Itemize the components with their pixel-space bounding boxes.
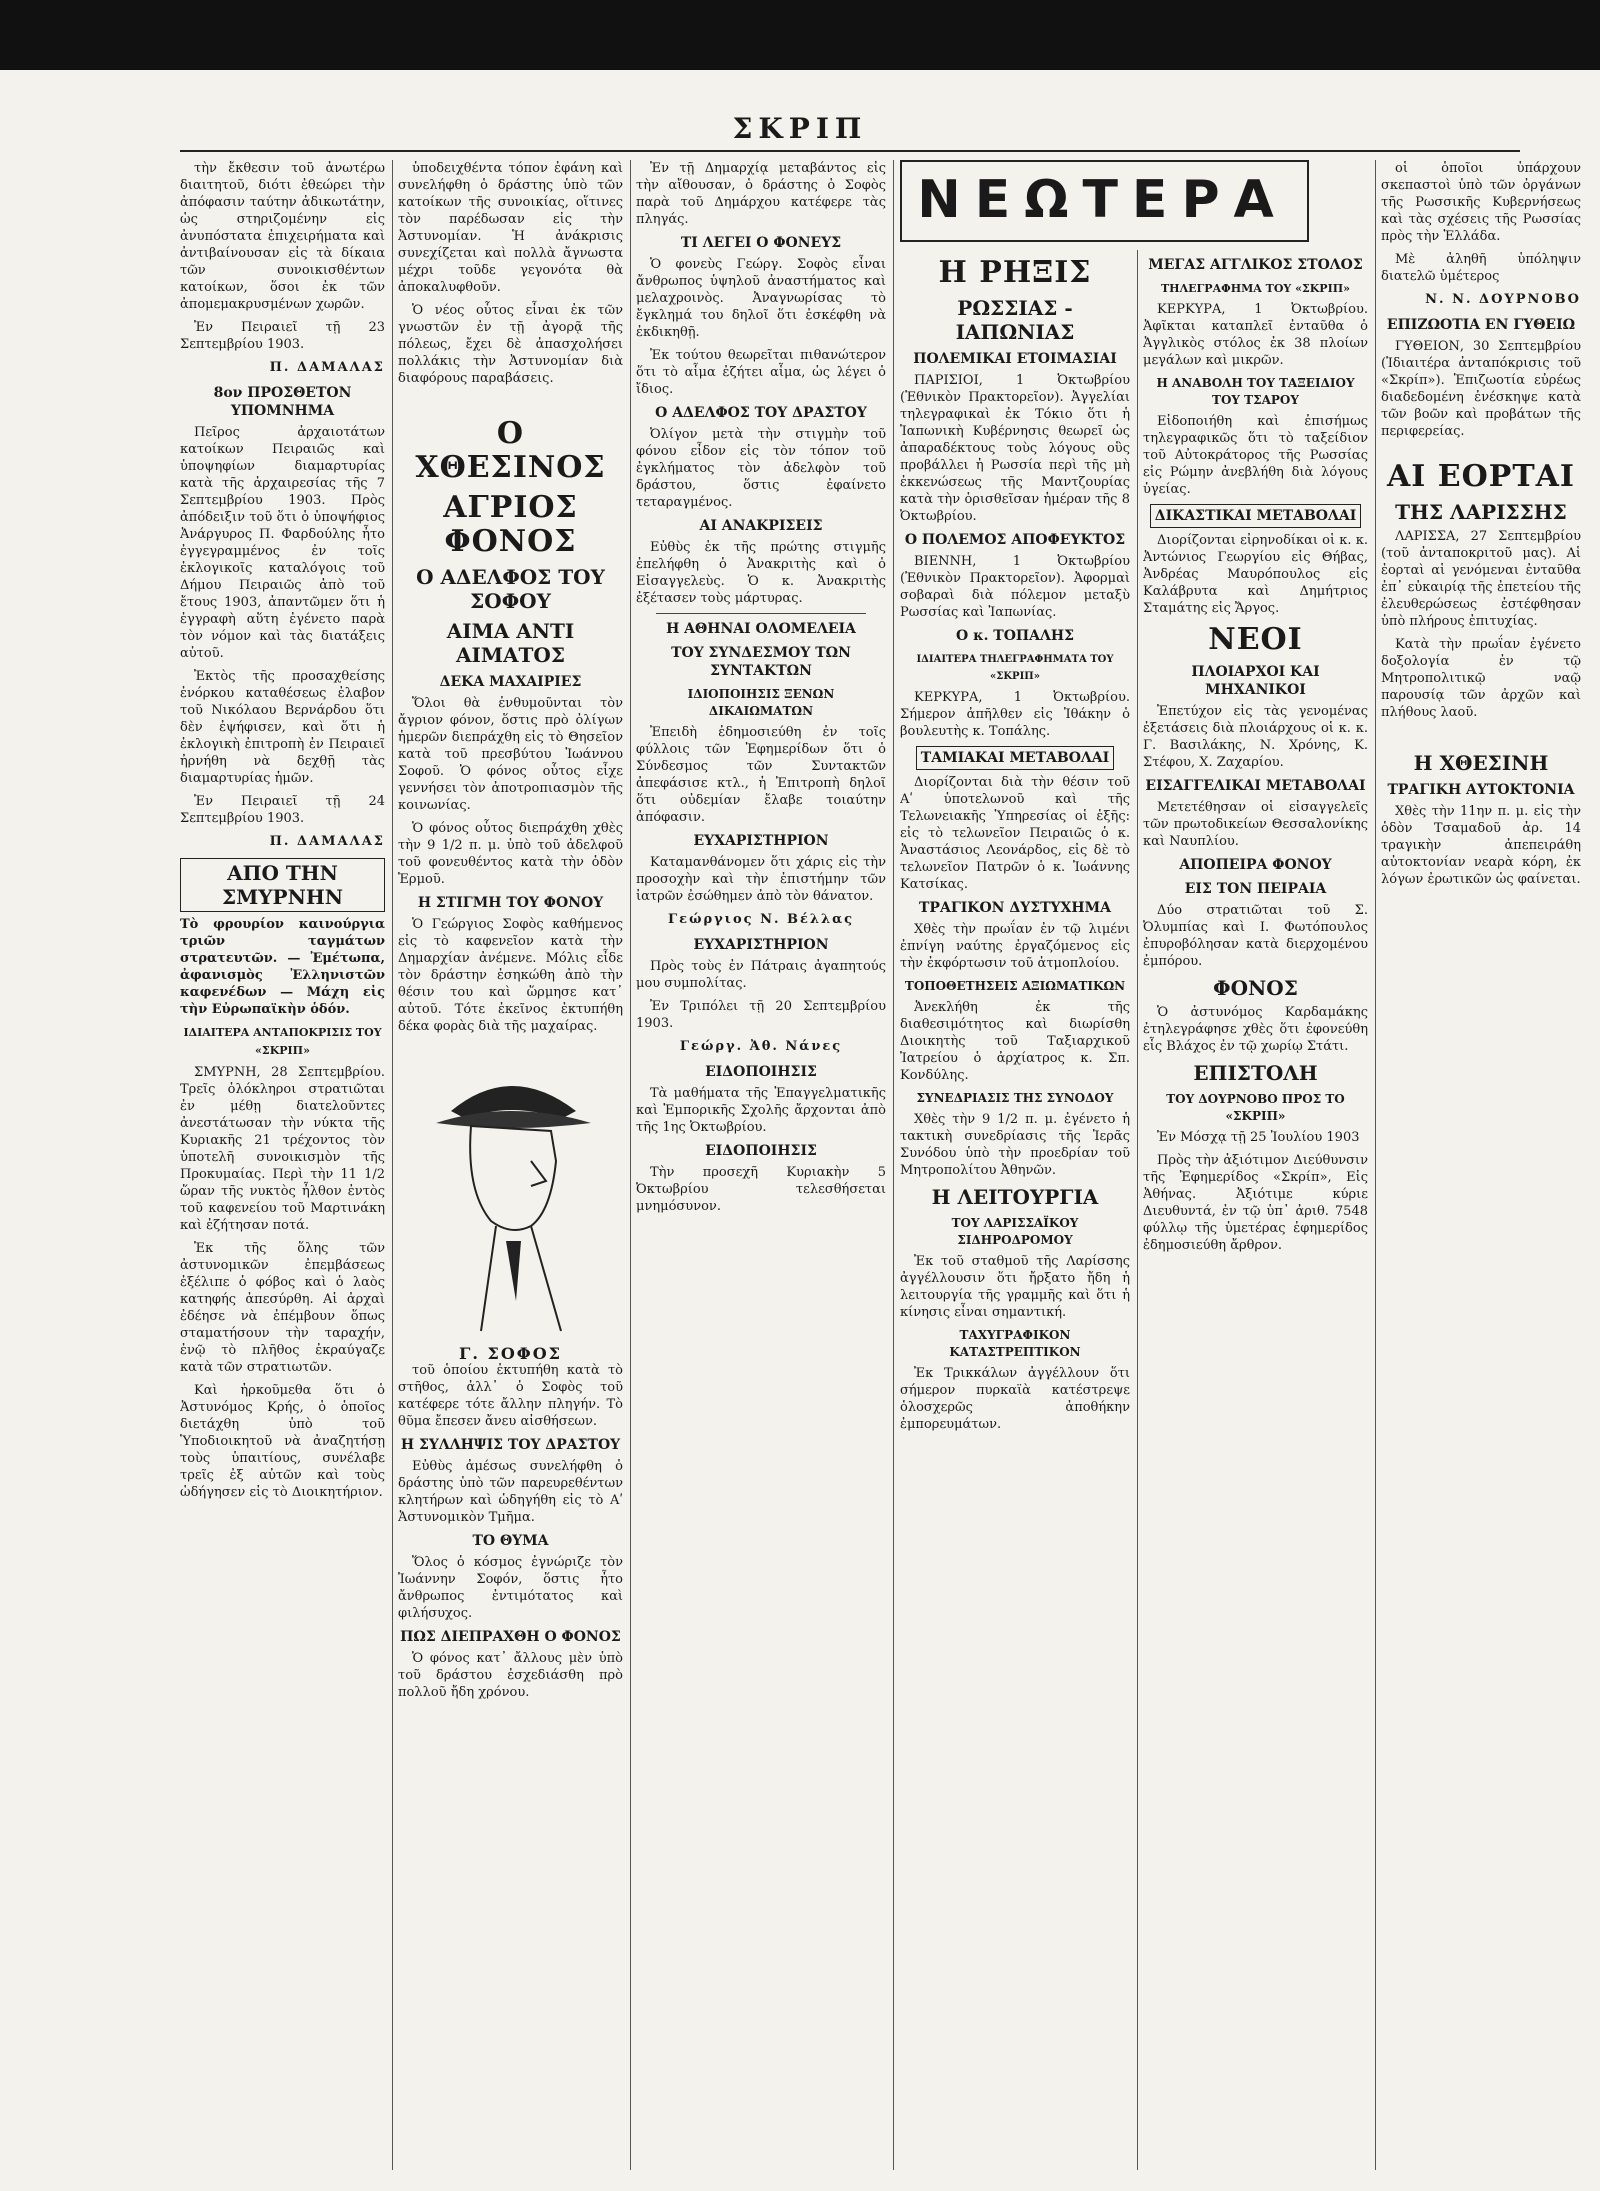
headline: Η ΑΘΗΝΑΙ ΟΛΟΜΕΛΕΙΑ [666, 621, 856, 637]
article-text: Πρὸς τοὺς ἐν Πάτραις ἀγαπητούς μου συμπολίτας. [636, 959, 886, 991]
article-text: Τὰ μαθήματα τῆς Ἐπαγγελματικῆς καὶ Ἐμπορικῆς Σχολῆς ἄρχονται ἀπὸ τῆς 1ης Ὀκτωβρίου. [636, 1086, 886, 1135]
subheadline: ΤΑΜΙΑΚΑΙ ΜΕΤΑΒΟΛΑΙ [916, 746, 1114, 770]
column-2 [398, 160, 623, 2170]
article-text: Εἰδοποιήθη καὶ ἐπισήμως τηλεγραφικῶς ὅτι τὸ ταξείδιον τοῦ Αὐτοκράτορος τῆς Ρωσσίας εἰς Ρώμην ἀνεβλήθη διὰ λόγους ὑγείας. [1143, 414, 1368, 497]
headline: ΕΥΧΑΡΙΣΤΗΡΙΟΝ [693, 833, 829, 849]
headline: ΕΠΙΖΩΟΤΙΑ ΕΝ ΓΥΘΕΙΩ [1386, 317, 1576, 333]
article-text: Ἐπετύχον εἰς τὰς γενομένας ἐξετάσεις διὰ πλοιάρχους οἱ κ. κ. Γ. Βασιλάκης, Ν. Χρόνης, Κ. Στέφου, Χ. Ζαχαρίου. [1143, 704, 1368, 770]
article-text: Ὅλοι θὰ ἐνθυμοῦνται τὸν ἄγριον φόνον, ὅστις πρὸ ὀλίγων ἡμερῶν διεπράχθη εἰς τὸ Θησεῖον κατὰ τοῦ πρεσβύτου Ἰωάννου Σοφοῦ. Ὁ φόνος οὗτος εἶχε γεννήσει τὸν ἀποτροπιασμὸν τῆς κοινωνίας. [398, 696, 623, 813]
article-text: ΛΑΡΙΣΣΑ, 27 Σεπτεμβρίου (τοῦ ἀνταποκριτοῦ μας). Αἱ ἐορταὶ αἱ γενόμεναι ἐνταῦθα ἐπ᾽ εὐκαιρίᾳ τῆς ἐπετείου τῆς ἐλευθερώσεως ἐστέφθησαν ὑπὸ πλήρους ἐπιτυχίας. [1381, 529, 1581, 629]
signature: Π. ΔΑΜΑΛΑΣ [269, 360, 385, 375]
article-text: Δύο στρατιῶται τοῦ Σ. Ὀλυμπίας καὶ Ι. Φωτόπουλος ἐπυροβόλησαν κατὰ διερχομένου ἐμπόρου. [1143, 903, 1368, 969]
headline: Ο ΧΘΕΣΙΝΟΣ [415, 416, 606, 485]
article-text: Τὴν προσεχῆ Κυριακὴν 5 Ὀκτωβρίου τελεσθήσεται μνημόσυνον. [636, 1165, 886, 1214]
masthead-title: ΣΚΡΙΠ [732, 112, 868, 145]
article-text: Καὶ ἠρκοῦμεθα ὅτι ὁ Ἀστυνόμος Κρής, ὁ ὁποῖος διετάχθη ὑπὸ τοῦ Ὑποδιοικητοῦ νὰ ἀναζητήσῃ τοὺς ὑπαιτίους, συνέλαβε τρεῖς ἐξ αὐτῶν καὶ τοὺς ὡδήγησεν εἰς τὸ Διοικητήριον. [180, 1383, 385, 1500]
article-text: Ἐν τῇ Δημαρχίᾳ μεταβάντος εἰς τὴν αἴθουσαν, ὁ δράστης ὁ Σοφὸς παρὰ τοῦ Δημάρχου κατέφερε τὰς πληγάς. [636, 161, 886, 227]
headline: ΕΥΧΑΡΙΣΤΗΡΙΟΝ [693, 937, 829, 953]
article-text: Χθὲς τὴν 11ην π. μ. εἰς τὴν ὁδὸν Τσαμαδοῦ ἀρ. 14 τραγικὴν ἀπεπειράθη αὐτοκτονίαν νεαρὰ κόρη, ἐκ λόγων ἐρωτικῶν ὡς φαίνεται. [1381, 804, 1581, 887]
subheadline: Ο ΠΟΛΕΜΟΣ ΑΠΟΦΕΥΚΤΟΣ [904, 532, 1126, 548]
headline: ΤΙ ΛΕΓΕΙ Ο ΦΟΝΕΥΣ [680, 235, 842, 251]
headline: ΦΟΝΟΣ [1213, 976, 1298, 1000]
subheadline: ΠΩΣ ΔΙΕΠΡΑΧΘΗ Ο ΦΟΝΟΣ [400, 1629, 621, 1645]
headline: Ο ΑΔΕΛΦΟΣ ΤΟΥ ΣΟΦΟΥ [416, 565, 605, 613]
article-text: Πεῖρος ἀρχαιοτάτων κατοίκων Πειραιῶς καὶ ὑποψηφίων διαμαρτυρίας κατὰ τῆς ἀρχαιρεσίας τῆς 7 Σεπτεμβρίου 1903. Πρὸς ἀπόδειξιν τοῦ ὅτι ὁ ὑποψήφιος Ἀνάργυρος Π. Φαρδούλης ἦτο ἐγγεγραμμένος ἐν τοῖς ἐκλογικοῖς καταλόγοις τοῦ Δήμου Πειραιῶς ἀπὸ τοῦ ἔτους 1903, ἀπαντῶμεν ὅτι ἡ ἐγγραφὴ αὕτη ἐγένετο παρὰ τὸν νόμον καὶ τὰς διατάξεις αὐτοῦ. [180, 425, 385, 661]
article-text: Ὁ φόνος οὗτος διεπράχθη χθὲς τὴν 9 1/2 π. μ. ὑπὸ τοῦ ἀδελφοῦ τοῦ φονευθέντος κατὰ τὴν ὁδὸν Ἑρμοῦ. [398, 821, 623, 887]
subheadline: ΠΟΛΕΜΙΚΑΙ ΕΤΟΙΜΑΣΙΑΙ [913, 351, 1117, 367]
subheadline: ΙΔΙΟΠΟΙΗΣΙΣ ΞΕΝΩΝ ΔΙΚΑΙΩΜΑΤΩΝ [687, 687, 835, 718]
article-text: τοῦ ὁποίου ἐκτυπήθη κατὰ τὸ στῆθος, ἀλλ᾽ ὁ Σοφὸς τοῦ κατέφερε τότε ἄλλην πληγήν. Τὸ θῦμα ἔπεσεν ἄνευ αἰσθήσεων. [398, 1363, 623, 1429]
article-text: Κατὰ τὴν πρωΐαν ἐγένετο δοξολογία ἐν τῷ Μητροπολιτικῷ ναῷ παρουσίᾳ τῶν ἀρχῶν καὶ πλήθους λαοῦ. [1381, 637, 1581, 720]
headline: Η ΡΗΞΙΣ [938, 255, 1092, 290]
headline: ΝΕΟΙ [1208, 622, 1303, 657]
portrait-illustration [411, 1041, 611, 1341]
headline: ΜΕΓΑΣ ΑΓΓΛΙΚΟΣ ΣΤΟΛΟΣ [1148, 257, 1363, 273]
article-text: ΣΜΥΡΝΗ, 28 Σεπτεμβρίου. Τρεῖς ὁλόκληροι στρατιῶται ἐν μέθῃ διατελοῦντες ἀνεστάτωσαν τὴν νύκτα τῆς Κυριακῆς 21 τρέχοντος τὸν ὑποτελῆ συνοικισμὸν τῆς Προκυμαίας. Περὶ τὴν 11 1/2 ὥραν τῆς νυκτὸς ἦλθον ἐντὸς τοῦ καφενείου τοῦ Μαρτινάκη καὶ ἐζήτησαν ποτά. [180, 1065, 385, 1233]
headline: ΤΟΥ ΣΥΝΔΕΣΜΟΥ ΤΩΝ ΣΥΝΤΑΚΤΩΝ [671, 645, 851, 679]
headline: ΑΓΡΙΟΣ ΦΟΝΟΣ [443, 490, 578, 559]
article-text: Ἐκτὸς τῆς προσαχθείσης ἐνόρκου καταθέσεως ἐλαβον τοῦ Νικόλαου Βερνάρδου ὅτι δὲν ἐψήφισεν, καὶ ὅτι ἡ ἐκλογικὴ ἐπιτροπὴ ἐν Πειραιεῖ ἠρνήθη νὰ δεχθῇ τὰς διαμαρτυρίας ἡμῶν. [180, 669, 385, 786]
article-text: Ἐκ τοῦ σταθμοῦ τῆς Λαρίσσης ἀγγέλλουσιν ὅτι ἤρξατο ἤδη ἡ λειτουργία τῆς γραμμῆς καὶ ὅτι ἡ κίνησις εἶναι σημαντική. [900, 1254, 1130, 1320]
article-text: Ὁ νέος οὗτος εἶναι ἐκ τῶν γνωστῶν ἐν τῇ ἀγορᾷ τῆς πόλεως, ἔχει δὲ ἀπασχολήσει πολλάκις τὴν Ἀστυνομίαν διὰ διαφόρους παραβάσεις. [398, 303, 623, 386]
subheadline: ΤΗΛΕΓΡΑΦΗΜΑ ΤΟΥ «ΣΚΡΙΠ» [1161, 282, 1350, 295]
column-divider [893, 160, 894, 2170]
subheadline: ΣΥΝΕΔΡΙΑΣΙΣ ΤΗΣ ΣΥΝΟΔΟΥ [916, 1091, 1114, 1105]
article-text: Ἐκ τούτου θεωρεῖται πιθανώτερον ὅτι τὸ αἷμα ἐζήτει αἷμα, ὡς λέγει ὁ ἴδιος. [636, 348, 886, 397]
signature: Γεώργιος Ν. Βέλλας [667, 912, 855, 927]
headline: Η ΛΕΙΤΟΥΡΓΙΑ [931, 1185, 1099, 1209]
article-text: Πρὸς τὴν ἀξιότιμον Διεύθυνσιν τῆς Ἐφημερίδος «Σκρίπ», Εἰς Ἀθήνας. Ἀξιότιμε κύριε Διευθυντά, ἐν τῷ ὑπ᾽ ἀριθ. 7548 φύλλῳ τῆς ὑμετέρας ἐφημερίδος ἐδημοσιεύθη ἄρθρον. [1143, 1153, 1368, 1253]
subheadline: Ο κ. ΤΟΠΑΛΗΣ [956, 628, 1074, 644]
column-divider [392, 160, 393, 2170]
headline: ΑΠΟΠΕΙΡΑ ΦΟΝΟΥ [1179, 857, 1332, 873]
headline: ΤΟΥ ΛΑΡΙΣΣΑΪΚΟΥ ΣΙΔΗΡΟΔΡΟΜΟΥ [951, 1216, 1079, 1247]
headline: ΑΙΜΑ ΑΝΤΙ ΑΙΜΑΤΟΣ [446, 619, 575, 667]
article-text: Ἐπειδὴ ἐδημοσιεύθη ἐν τοῖς φύλλοις τῶν Ἐφημερίδων ὅτι ὁ Σύνδεσμος τῶν Συντακτῶν ἀπεφάσισε κτλ., ἡ Ἐπιτροπὴ δηλοῖ ὅτι οὐδεμίαν ἔλαβε τοιαύτην ἀπόφασιν. [636, 725, 886, 825]
column-divider [1137, 250, 1138, 2170]
subheadline: Τὸ φρουρίον καινούργια τριῶν ταγμάτων στρατευτῶν. — Ἐμέτωπα, ἀφανισμὸς Ἐλληνιστῶν καφενέδων — Μάχη εἰς τὴν Εὐρωπαϊκὴν ὁδόν. [180, 917, 385, 1017]
article-text: οἱ ὁποῖοι ὑπάρχουν σκεπαστοὶ ὑπὸ τῶν ὀργάνων τῆς Ρωσσικῆς Κυβερνήσεως καὶ τὰς σχέσεις τῆς Ρωσσίας πρὸς τὴν Ἑλλάδα. [1381, 161, 1581, 244]
divider [656, 613, 866, 614]
subheadline: ΤΑΧΥΓΡΑΦΙΚΟΝ ΚΑΤΑΣΤΡΕΠΤΙΚΟΝ [949, 1328, 1081, 1359]
column-divider [1375, 160, 1376, 2170]
article-text: Ἐκ τῆς ὅλης τῶν ἀστυνομικῶν ἐπεμβάσεως ἐξέλιπε ὁ φόβος καὶ ὁ λαὸς κατηφής ἀπεσύρθη. Αἱ ἀρχαὶ ἐδέησε νὰ ἐπέμβουν ὅπως σταματήσουν τὴν ταραχήν, ἐνῷ τὸ πλῆθος ἐκραύγαζε κατὰ τῶν στρατιωτῶν. [180, 1241, 385, 1375]
headline: ΕΙΣ ΤΟΝ ΠΕΙΡΑΙΑ [1184, 881, 1327, 897]
dateline: Ἐν Πειραιεῖ τῇ 24 Σεπτεμβρίου 1903. [180, 794, 385, 826]
subheadline: ΤΡΑΓΙΚΟΝ ΔΥΣΤΥΧΗΜΑ [919, 900, 1111, 916]
article-text: Ὀλίγον μετὰ τὴν στιγμὴν τοῦ φόνου εἶδον εἰς τὸν τόπον τοῦ ἐγκλήματος τὸν ἀδελφὸν τοῦ δράστου, ὅστις ἐφαίνετο τεταραγμένος. [636, 427, 886, 510]
headline: ΕΙΔΟΠΟΙΗΣΙΣ [705, 1143, 817, 1159]
article-text: Ὁ Γεώργιος Σοφὸς καθήμενος εἰς τὸ καφενεῖον κατὰ τὴν Δημαρχίαν ἀνέμενε. Μόλις εἶδε τὸν δράστην ἐσηκώθη ἀπὸ τὴν θέσιν του καὶ ὥρμησε κατ᾽ αὐτοῦ. Τότε ἐκεῖνος ἐκτυπήθη δέκα φορὰς διὰ τῆς μαχαίρας. [398, 917, 623, 1034]
headline: ΕΙΔΟΠΟΙΗΣΙΣ [705, 1064, 817, 1080]
headline: ΑΠΟ ΤΗΝ ΣΜΥΡΝΗΝ [180, 858, 385, 912]
column-divider [630, 160, 631, 2170]
subheadline: Η ΣΤΙΓΜΗ ΤΟΥ ΦΟΝΟΥ [417, 895, 604, 911]
article-text: Χθὲς τὴν 9 1/2 π. μ. ἐγένετο ἡ τακτικὴ συνεδρίασις τῆς Ἱερᾶς Συνόδου ὑπὸ τὴν προεδρίαν τοῦ Μητροπολίτου Ἀθηνῶν. [900, 1112, 1130, 1178]
article-text: Ὅλος ὁ κόσμος ἐγνώριζε τὸν Ἰωάννην Σοφόν, ὅστις ἦτο ἄνθρωπος ἐντιμότατος καὶ φιλήσυχος. [398, 1555, 623, 1621]
article-text: Ἐκ Τρικκάλων ἀγγέλλουν ὅτι σήμερον πυρκαϊὰ κατέστρεψε ὁλοσχερῶς ἀποθήκην ἐμπορευμάτων. [900, 1366, 1130, 1432]
headline: ΤΗΣ ΛΑΡΙΣΣΗΣ [1395, 500, 1567, 524]
headline: ΑΙ ΕΟΡΤΑΙ [1387, 459, 1575, 494]
signature: Ν. Ν. ΔΟΥΡΝΟΒΟ [1425, 292, 1581, 307]
signature: Π. ΔΑΜΑΛΑΣ [269, 834, 385, 849]
article-text: Εὐθὺς ἐκ τῆς πρώτης στιγμῆς ἐπελήφθη ὁ Ἀνακριτὴς καὶ ὁ Εἰσαγγελεὺς. Ὁ κ. Ἀνακριτὴς ἐξέτασεν τοὺς μάρτυρας. [636, 540, 886, 606]
neotera-banner: ΝΕΩΤΕΡΑ [917, 170, 1288, 230]
column-3 [636, 160, 886, 2170]
headline: ΕΠΙΣΤΟΛΗ [1193, 1061, 1318, 1085]
headline: ΑΙ ΑΝΑΚΡΙΣΕΙΣ [699, 518, 823, 534]
article-text: Ὁ φόνος κατ᾽ ἄλλους μὲν ὑπὸ τοῦ δράστου ἐσχεδιάσθη πρὸ πολλοῦ ἤδη χρόνου. [398, 1651, 623, 1700]
article-text: Καταμανθάνομεν ὅτι χάρις εἰς τὴν προσοχὴν καὶ τὴν ἐπιστήμην τῶν ἰατρῶν ἐσώθημεν ἀπὸ τὸν θάνατον. [636, 855, 886, 904]
subheadline: ΤΟΠΟΘΕΤΗΣΕΙΣ ΑΞΙΩΜΑΤΙΚΩΝ [904, 979, 1126, 993]
signature: Γεώργ. Ἀθ. Νάνες [679, 1039, 843, 1054]
column-4 [900, 250, 1130, 2170]
headline: Η ΑΝΑΒΟΛΗ ΤΟΥ ΤΑΞΕΙΔΙΟΥ ΤΟΥ ΤΣΑΡΟΥ [1156, 376, 1355, 407]
dateline: Ἐν Τριπόλει τῇ 20 Σεπτεμβρίου 1903. [636, 999, 886, 1031]
article-text: Ὁ ἀστυνόμος Καρδαμάκης ἐτηλεγράφησε χθὲς ὅτι ἐφονεύθη εἷς Βλάχος ἐν τῷ χωρίῳ Στάτι. [1143, 1005, 1368, 1054]
article-text: Εὐθὺς ἀμέσως συνελήφθη ὁ δράστης ὑπὸ τῶν παρευρεθέντων κλητήρων καὶ ὡδηγήθη εἰς τὸ Αʹ Ἀστυνομικὸν Τμῆμα. [398, 1459, 623, 1525]
article-text: Διορίζονται διὰ τὴν θέσιν τοῦ Αʹ ὑποτελωνοῦ καὶ τῆς Τελωνειακῆς Ὑπηρεσίας οἱ ἑξῆς: εἰς τὸ τελωνεῖον Πειραιῶς ὁ κ. Ἀναστάσιος Λεονάρδος, εἰς δὲ τὸ τελωνεῖον Πατρῶν ὁ κ. Ἰωάννης Κατσίκας. [900, 775, 1130, 892]
subheadline: Η ΣΥΛΛΗΨΙΣ ΤΟΥ ΔΡΑΣΤΟΥ [400, 1437, 621, 1453]
headline: ΤΡΑΓΙΚΗ ΑΥΤΟΚΤΟΝΙΑ [1387, 782, 1575, 798]
article-text: τὴν ἔκθεσιν τοῦ ἀνωτέρω διαιτητοῦ, διότι ἐθεώρει τὴν ἀπόφασιν ταύτην ἀδικωτάτην, ὡς στηριζομένην εἰς ἀνυπόστατα ἐπιχειρήματα καὶ ἀντιβαίνουσαν εἰς τὰ δίκαια τῶν συνοικισθέντων κατοίκων, ὅσοι ἐκ τῶν ἀπομεμακρυσμένων χωρῶν. [180, 161, 385, 312]
article-text: Χθὲς τὴν πρωΐαν ἐν τῷ λιμένι ἐπνίγη ναύτης ἐργαζόμενος εἰς τὴν ἐκφόρτωσιν τοῦ ἀτμοπλοίου. [900, 922, 1130, 971]
headline: ΡΩΣΣΙΑΣ - ΙΑΠΩΝΙΑΣ [955, 296, 1075, 344]
portrait-caption: Γ. ΣΟΦΟΣ [459, 1344, 562, 1363]
headline: ΤΟΥ ΔΟΥΡΝΟΒΟ ΠΡΟΣ ΤΟ «ΣΚΡΙΠ» [1166, 1092, 1345, 1123]
headline: Ο ΑΔΕΛΦΟΣ ΤΟΥ ΔΡΑΣΤΟΥ [655, 405, 867, 421]
column-6 [1381, 160, 1581, 2170]
masthead-rule [180, 150, 1520, 152]
headline: Η ΧΘΕΣΙΝΗ [1413, 751, 1549, 775]
article-text: Μετετέθησαν οἱ εἰσαγγελεῖς τῶν πρωτοδικείων Θεσσαλονίκης καὶ Ναυπλίου. [1143, 800, 1368, 849]
headline: ΕΙΣΑΓΓΕΛΙΚΑΙ ΜΕΤΑΒΟΛΑΙ [1145, 778, 1366, 794]
column-5 [1143, 250, 1368, 2170]
article-text: ὑποδειχθέντα τόπον ἐφάνη καὶ συνελήφθη ὁ δράστης ὑπὸ τῶν κατοίκων τῆς συνοικίας, οἵτινες τὸν παρέδωσαν εἰς τὴν Ἀστυνομίαν. Ἡ ἀνάκρισις συνεχίζεται καὶ πολλὰ ἄγνωστα μέχρι τοῦδε γεγονότα θὰ ἀποκαλυφθοῦν. [398, 161, 623, 295]
article-text: Ὁ φονεὺς Γεώργ. Σοφὸς εἶναι ἄνθρωπος ὑψηλοῦ ἀναστήματος καὶ μελαχροινὸς. Ἀναγνωρίσας τὸ ἔγκλημά του δηλοῖ ὅτι ἐσκέφθη νὰ ἐκδικηθῇ. [636, 257, 886, 340]
article-text: ΚΕΡΚΥΡΑ, 1 Ὀκτωβρίου. Ἀφῖκται καταπλεῖ ἐνταῦθα ὁ Ἀγγλικὸς στόλος ἐκ 38 πλοίων μεγάλων καὶ μικρῶν. [1143, 302, 1368, 368]
article-text: Διορίζονται εἰρηνοδίκαι οἱ κ. κ. Ἀντώνιος Γεωργίου εἰς Θήβας, Ἀνδρέας Μαυρόπουλος εἰς Καλάβρυτα καὶ Δημήτριος Σταμάτης εἰς Ἄργος. [1143, 533, 1368, 616]
article-text: ΚΕΡΚΥΡΑ, 1 Ὀκτωβρίου. Σήμερον ἀπῆλθεν εἰς Ἰθάκην ὁ βουλευτὴς κ. Τοπάλης. [900, 690, 1130, 739]
article-text: Μὲ ἀληθῆ ὑπόληψιν διατελῶ ὑμέτερος [1381, 252, 1581, 284]
article-text: ΓΥΘΕΙΟΝ, 30 Σεπτεμβρίου (Ἰδιαιτέρα ἀνταπόκρισις τοῦ «Σκρίπ»). Ἐπιζωοτία εὐρέως διαδεδομένη ἐνέσκηψε κατὰ τῶν βοῶν καὶ προβάτων τῆς περιφερείας. [1381, 339, 1581, 439]
headline: ΔΙΚΑΣΤΙΚΑΙ ΜΕΤΑΒΟΛΑΙ [1150, 504, 1362, 528]
article-text: ΠΑΡΙΣΙΟΙ, 1 Ὀκτωβρίου (Ἐθνικὸν Πρακτορεῖον). Ἀγγελίαι τηλεγραφικαὶ ἐκ Τόκιο ὅτι ἡ Ἰαπωνικὴ Κυβέρνησις θεωρεῖ ὡς ἀπαραδέκτους τοὺς λόγους οὓς προβάλλει ἡ Ρωσσία περὶ τῆς μὴ ἐκκενώσεως τῆς Μαντζουρίας κατὰ τὴν ὁρισθεῖσαν ἡμέραν τῆς 8 Ὀκτωβρίου. [900, 373, 1130, 524]
dateline: Ἐν Πειραιεῖ τῇ 23 Σεπτεμβρίου 1903. [180, 320, 385, 352]
subheadline: ΤΟ ΘΥΜΑ [472, 1533, 549, 1549]
column-1 [180, 160, 385, 2170]
scan-top-shadow [0, 0, 1600, 70]
headline: ΙΔΙΑΙΤΕΡΑ ΑΝΤΑΠΟΚΡΙΣΙΣ ΤΟΥ «ΣΚΡΙΠ» [183, 1026, 382, 1057]
headline: ΔΕΚΑ ΜΑΧΑΙΡΙΕΣ [439, 674, 582, 690]
headline: 8ον ΠΡΟΣΘΕΤΟΝ ΥΠΟΜΝΗΜΑ [213, 385, 352, 419]
subheadline: ΙΔΙΑΙΤΕΡΑ ΤΗΛΕΓΡΑΦΗΜΑΤΑ ΤΟΥ «ΣΚΡΙΠ» [916, 654, 1114, 682]
article-text: ΒΙΕΝΝΗ, 1 Ὀκτωβρίου (Ἐθνικὸν Πρακτορεῖον). Ἀφορμαὶ σοβαραὶ διὰ πόλεμον μεταξὺ Ρωσσίας καὶ Ἰαπωνίας. [900, 554, 1130, 620]
headline: ΠΛΟΙΑΡΧΟΙ ΚΑΙ ΜΗΧΑΝΙΚΟΙ [1191, 664, 1320, 698]
article-text: Ἀνεκλήθη ἐκ τῆς διαθεσιμότητος καὶ διωρίσθη Διοικητὴς τοῦ Ταξιαρχικοῦ Ἰατρείου ὁ ἀρχίατρος κ. Σπ. Κονδύλης. [900, 1000, 1130, 1083]
dateline: Ἐν Μόσχᾳ τῇ 25 Ἰουλίου 1903 [1157, 1130, 1360, 1145]
